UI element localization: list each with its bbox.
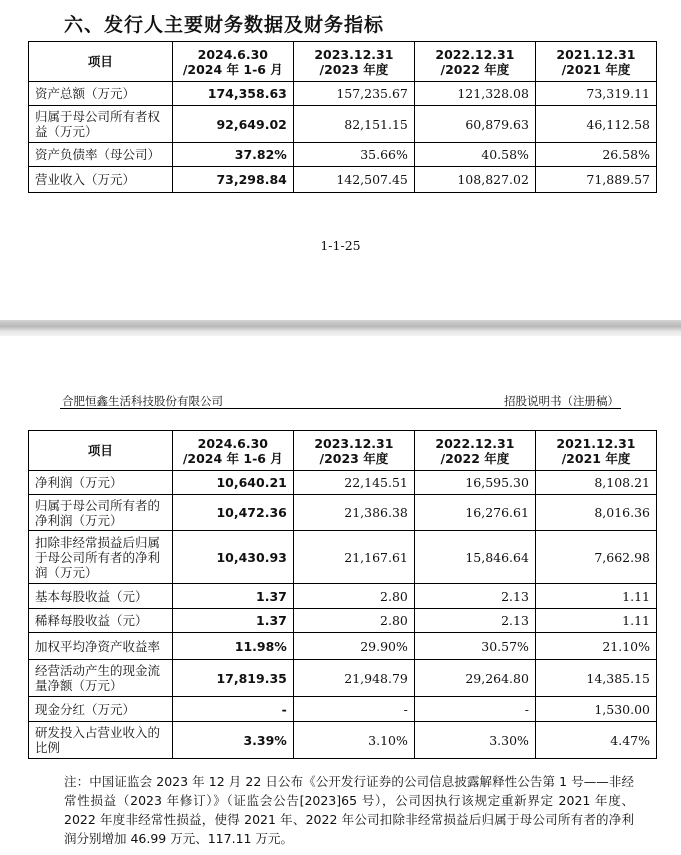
cell-value: -	[293, 697, 414, 722]
table-row	[29, 495, 657, 531]
cell-value: 37.82%	[172, 143, 293, 167]
cell-value: 60,879.63	[414, 106, 535, 143]
cell-value: 10,472.36	[172, 495, 293, 531]
cell-value: -	[172, 697, 293, 722]
header-period-3: 2022.12.31 /2022 年度	[414, 431, 535, 471]
table-row	[29, 471, 657, 495]
row-label: 经营活动产生的现金流量净额（万元）	[29, 660, 173, 697]
footnote: 注：中国证监会 2023 年 12 月 22 日公布《公开发行证券的公司信息披露解释性公告第 1 号——非经常性损益（2023 年修订）》（证监会公告[2023]65 号），公司因执行该规定重新界定 2021 年度、2022 年度非经常性损益，使得 2021 年、2022 年公司扣除非经常损益后归属于母公司所有者的净利润分别增加 46.99 万元、117.11 万元。	[64, 774, 634, 846]
header-rule	[60, 408, 621, 409]
cell-value: 14,385.15	[535, 660, 656, 697]
header-period-2: 2023.12.31 /2023 年度	[293, 42, 414, 82]
cell-value: 92,649.02	[172, 106, 293, 143]
row-label: 净利润（万元）	[29, 471, 173, 495]
cell-value: 1.11	[535, 609, 656, 633]
cell-value: 16,276.61	[414, 495, 535, 531]
cell-value: 22,145.51	[293, 471, 414, 495]
table-row	[29, 531, 657, 584]
cell-value: 73,319.11	[535, 82, 656, 106]
cell-value: 10,640.21	[172, 471, 293, 495]
cell-value: 1,530.00	[535, 697, 656, 722]
section-title: 六、发行人主要财务数据及财务指标	[64, 14, 385, 36]
table-row	[29, 106, 657, 143]
cell-value: 21.10%	[535, 633, 656, 660]
page-divider	[0, 320, 681, 336]
row-label: 加权平均净资产收益率	[29, 633, 173, 660]
cell-value: 121,328.08	[414, 82, 535, 106]
header-item: 项目	[29, 42, 173, 82]
company-name: 合肥恒鑫生活科技股份有限公司	[62, 394, 223, 408]
cell-value: 142,507.45	[293, 167, 414, 193]
cell-value: 8,108.21	[535, 471, 656, 495]
cell-value: 8,016.36	[535, 495, 656, 531]
header-period-1: 2024.6.30 /2024 年 1-6 月	[172, 42, 293, 82]
cell-value: 21,167.61	[293, 531, 414, 584]
header-period-1: 2024.6.30 /2024 年 1-6 月	[172, 431, 293, 471]
table-row	[29, 722, 657, 759]
table-row	[29, 660, 657, 697]
cell-value: 21,948.79	[293, 660, 414, 697]
header-period-4: 2021.12.31 /2021 年度	[535, 42, 656, 82]
cell-value: 46,112.58	[535, 106, 656, 143]
table-row	[29, 633, 657, 660]
document-type: 招股说明书（注册稿）	[504, 394, 619, 408]
cell-value: 21,386.38	[293, 495, 414, 531]
cell-value: 71,889.57	[535, 167, 656, 193]
row-label: 归属于母公司所有者权益（万元）	[29, 106, 173, 143]
header-item: 项目	[29, 431, 173, 471]
financial-table-bottom	[28, 430, 657, 759]
cell-value: 4.47%	[535, 722, 656, 759]
cell-value: 17,819.35	[172, 660, 293, 697]
header-period-3: 2022.12.31 /2022 年度	[414, 42, 535, 82]
cell-value: 1.37	[172, 584, 293, 609]
cell-value: 3.10%	[293, 722, 414, 759]
cell-value: 3.30%	[414, 722, 535, 759]
cell-value: 2.80	[293, 584, 414, 609]
cell-value: 2.13	[414, 584, 535, 609]
table-row	[29, 167, 657, 193]
row-label: 资产负债率（母公司）	[29, 143, 173, 167]
cell-value: 15,846.64	[414, 531, 535, 584]
row-label: 现金分红（万元）	[29, 697, 173, 722]
cell-value: 3.39%	[172, 722, 293, 759]
cell-value: 40.58%	[414, 143, 535, 167]
row-label: 研发投入占营业收入的比例	[29, 722, 173, 759]
table-row	[29, 584, 657, 609]
cell-value: 7,662.98	[535, 531, 656, 584]
cell-value: 82,151.15	[293, 106, 414, 143]
cell-value: 157,235.67	[293, 82, 414, 106]
cell-value: 73,298.84	[172, 167, 293, 193]
row-label: 资产总额（万元）	[29, 82, 173, 106]
cell-value: 30.57%	[414, 633, 535, 660]
financial-table-top	[28, 41, 657, 193]
row-label: 基本每股收益（元）	[29, 584, 173, 609]
header-period-2: 2023.12.31 /2023 年度	[293, 431, 414, 471]
table-row	[29, 143, 657, 167]
cell-value: 108,827.02	[414, 167, 535, 193]
cell-value: 1.11	[535, 584, 656, 609]
cell-value: 10,430.93	[172, 531, 293, 584]
row-label: 扣除非经常损益后归属于母公司所有者的净利润（万元）	[29, 531, 173, 584]
header-period-4: 2021.12.31 /2021 年度	[535, 431, 656, 471]
row-label: 营业收入（万元）	[29, 167, 173, 193]
cell-value: 29,264.80	[414, 660, 535, 697]
cell-value: 2.80	[293, 609, 414, 633]
cell-value: 11.98%	[172, 633, 293, 660]
row-label: 稀释每股收益（元）	[29, 609, 173, 633]
table-row	[29, 697, 657, 722]
cell-value: -	[414, 697, 535, 722]
cell-value: 2.13	[414, 609, 535, 633]
cell-value: 16,595.30	[414, 471, 535, 495]
table-row	[29, 609, 657, 633]
cell-value: 35.66%	[293, 143, 414, 167]
cell-value: 26.58%	[535, 143, 656, 167]
cell-value: 1.37	[172, 609, 293, 633]
cell-value: 29.90%	[293, 633, 414, 660]
page-number: 1-1-25	[320, 238, 361, 253]
row-label: 归属于母公司所有者的净利润（万元）	[29, 495, 173, 531]
cell-value: 174,358.63	[172, 82, 293, 106]
table-row	[29, 82, 657, 106]
